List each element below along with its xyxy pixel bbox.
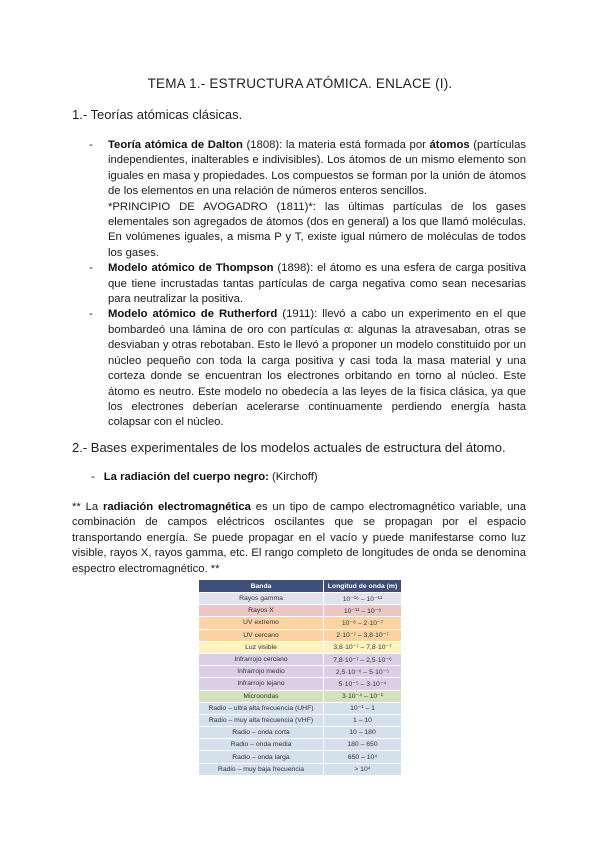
band-cell: Infrarrojo lejano (199, 678, 324, 690)
wavelength-cell: > 10⁴ (324, 763, 402, 775)
wavelength-cell: 180 – 650 (324, 739, 402, 751)
note-text: es un tipo de campo electromagnético variable, una combinación de campos eléctricos oscilantes que se propagan por el espacio transportando energía. Se puede propagar en el vacío y puede manifestarse como luz visible, rayos X, rayos gamma, etc. El rango completo de longitudes de onda se denomina espectro electromagnético. ** (72, 501, 527, 575)
em-spectrum-table (198, 579, 402, 776)
list-dash: - (89, 308, 93, 321)
band-cell: Radio – muy alta frecuencia (VHF) (199, 714, 324, 726)
band-cell: Infrarrojo cercano (199, 653, 324, 665)
table-row (199, 653, 402, 665)
rutherford-text: (1911): llevó a cabo un experimento en el que bombardeó una lámina de oro con partículas α: algunas la atravesaban, otras se desviaban y otras rebotaban. Esto le llevó a proponer un modelo constituido por un núcleo pequeño con toda la carga positiva y casi toda la masa material y una corteza donde se encuentran los electrones orbitando en torno al núcleo. Este átomo es neutro. Este modelo no obedecía a las leyes de la física clásica, ya que los electrones deberían acelerarse continuamente perdiendo energía hasta colapsar con el núcleo. (108, 308, 527, 429)
dalton-term: Teoría atómica de Dalton (108, 139, 243, 151)
band-cell: Rayos gamma (199, 593, 324, 605)
column-header-wavelength: Longitud de onda (m) (324, 580, 402, 593)
table-row (199, 617, 402, 629)
avogadro-paragraph: *PRINCIPIO DE AVOGADRO (1811)*: las últimas partículas de los gases elementales son agregados de átomos (dos en general) a los que llamó moléculas. En volúmenes iguales, a misma P y T, existe igual número de moléculas de todos los gases. (108, 200, 526, 259)
section-1-heading: 1.- Teorías atómicas clásicas. (72, 107, 243, 122)
wavelength-cell: 650 – 10⁴ (324, 751, 402, 763)
table-row (199, 666, 402, 678)
table-body (199, 593, 402, 776)
list-item-thompson (89, 261, 526, 307)
band-cell: Radio – onda media (199, 739, 324, 751)
wavelength-cell: 2,5·10⁻⁶ – 5·10⁻⁵ (324, 666, 402, 678)
wavelength-cell: 10⁻¹ – 1 (324, 702, 402, 714)
list-dash: - (89, 139, 93, 151)
list-dash: - (89, 262, 93, 275)
dalton-text-a: (1808): la materia está formada por (242, 139, 430, 151)
black-body-term: La radiación del cuerpo negro: (103, 471, 269, 483)
band-cell: UV extremo (199, 617, 324, 629)
band-cell: Rayos X (199, 605, 324, 617)
dalton-paragraph (108, 138, 526, 200)
thompson-term: Modelo atómico de Thompson (108, 262, 274, 275)
wavelength-cell: 1 – 10 (324, 714, 402, 726)
table-row (199, 641, 402, 653)
wavelength-cell: 10 – 180 (324, 727, 402, 739)
dalton-text-b: (partículas independientes, inalterables e indivisibles). Los átomos de un mismo elemento son iguales en masa y propiedades. Los compuestos se forman por la unión de átomos de los elementos en una relación de números enteros sencillos. (108, 139, 526, 198)
table-row (199, 690, 402, 702)
band-cell: Infrarrojo medio (199, 666, 324, 678)
list-item-rutherford (89, 307, 527, 430)
band-cell: Radio – onda corta (199, 727, 324, 739)
table-row (199, 629, 402, 641)
column-header-band: Banda (199, 580, 324, 593)
wavelength-cell: 10⁻⁸ – 2·10⁻⁷ (324, 617, 402, 629)
em-radiation-note (72, 500, 526, 577)
band-cell: Radio – ultra alta frecuencia (UHF) (199, 702, 324, 714)
table-row (199, 727, 402, 739)
thompson-text: (1898): el átomo es una esfera de carga positiva que tiene incrustadas tantas partículas de carga negativa como sean necesarias para neutralizar la positiva. (108, 262, 526, 306)
band-cell: Radio – muy baja frecuencia (199, 763, 324, 775)
table-row (199, 714, 402, 726)
band-cell: Radio – onda larga (199, 751, 324, 763)
wavelength-cell: 3·10⁻⁴ – 10⁻¹ (324, 690, 402, 702)
table-header-row (199, 580, 402, 593)
black-body-item (91, 471, 318, 483)
table-row (199, 678, 402, 690)
table-row (199, 702, 402, 714)
rutherford-paragraph (108, 307, 526, 430)
wavelength-cell: 5·10⁻⁵ – 3·10⁻⁴ (324, 678, 402, 690)
wavelength-cell: 2·10⁻⁷ – 3,8·10⁻⁷ (324, 629, 402, 641)
list-item-dalton (89, 138, 526, 261)
thompson-paragraph (108, 261, 526, 307)
rutherford-term: Modelo atómico de Rutherford (108, 308, 278, 321)
black-body-text: (Kirchoff) (268, 471, 318, 483)
em-radiation-term: radiación electromagnética (102, 501, 251, 513)
section-2-heading: 2.- Bases experimentales de los modelos actuales de estructura del átomo. (72, 440, 506, 455)
classical-theories-list (89, 138, 527, 431)
band-cell: Luz visible (199, 641, 324, 653)
table-row (199, 763, 402, 775)
document-title: TEMA 1.- ESTRUCTURA ATÓMICA. ENLACE (I). (147, 76, 453, 91)
wavelength-cell: 10⁻¹⁶ – 10⁻¹¹ (324, 593, 402, 605)
list-dash: - (91, 471, 95, 483)
band-cell: UV cercano (199, 629, 324, 641)
table-row (199, 593, 402, 605)
band-cell: Microondas (199, 690, 324, 702)
table-row (199, 751, 402, 763)
table-row (199, 739, 402, 751)
wavelength-cell: 10⁻¹¹ – 10⁻⁸ (324, 605, 402, 617)
atoms-term: átomos (429, 139, 470, 151)
wavelength-cell: 7,8·10⁻⁷ – 2,5·10⁻⁶ (324, 653, 402, 665)
note-prefix: ** La (72, 501, 103, 513)
table-row (199, 605, 402, 617)
wavelength-cell: 3,8·10⁻⁷ – 7,8·10⁻⁷ (324, 641, 402, 653)
